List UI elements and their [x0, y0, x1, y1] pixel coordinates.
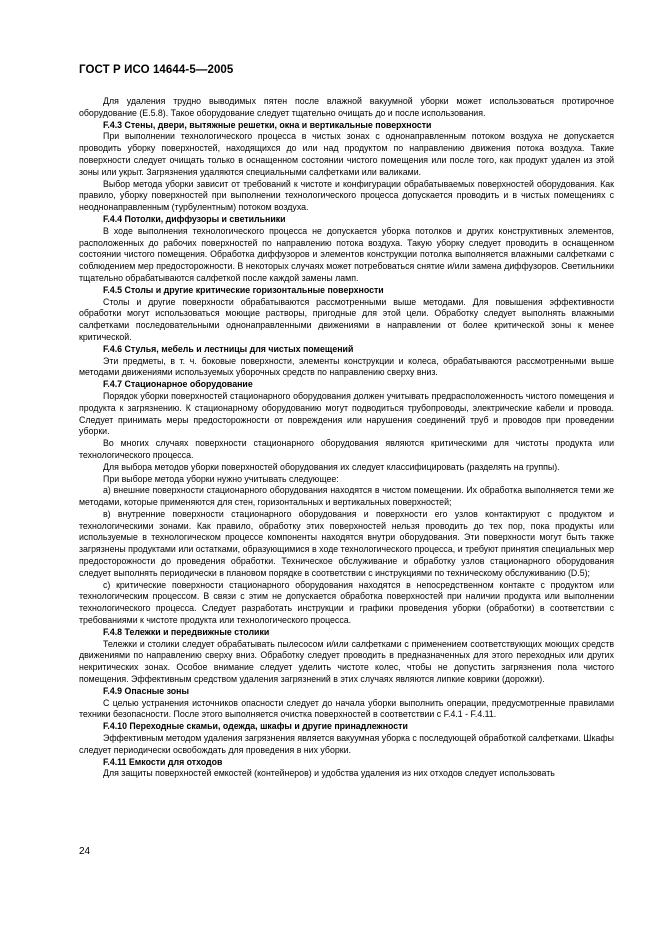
section-heading-f47: F.4.7 Стационарное оборудование — [103, 379, 253, 390]
paragraph: С целью устранения источников опасности следует до начала уборки выполнить операции, предусмотренные правилами техники безопасности. После этого выполняется очистка поверхностей в соответствии с F.4.1 - F.4.11. — [79, 697, 614, 720]
paragraph: Во многих случаях поверхности стационарного оборудования являются критическими для чистоты продукта или технологического процесса. — [79, 438, 614, 460]
section-heading-f43: F.4.3 Стены, двери, вытяжные решетки, окна и вертикальные поверхности — [103, 119, 432, 130]
section-heading-f46: F.4.6 Стулья, мебель и лестницы для чистых помещений — [103, 343, 354, 354]
paragraph: Для удаления трудно выводимых пятен после влажной вакуумной уборки может использоваться протирочное оборудование (Е.5.8). Такое оборудование следует тщательно очищать до и после использования. — [79, 96, 614, 118]
list-item-a: а) внешние поверхности стационарного оборудования находятся в чистом помещении. Их обработка выполняется теми же методами, которые применяются для стен, горизонтальных и вертикальных поверхностей; — [79, 485, 614, 508]
paragraph: Выбор метода уборки зависит от требований к чистоте и конфигурации обрабатываемых поверхностей оборудования. Как правило, уборку поверхностей при выполнении технологического процесса допускается проводить и в чистых помещениях с неоднонаправленным (турбулентным) потоком воздуха. — [79, 178, 614, 213]
paragraph: При выборе метода уборки нужно учитывать следующее: — [103, 473, 339, 484]
section-heading-f45: F.4.5 Столы и другие критические горизонтальные поверхности — [103, 284, 384, 295]
paragraph: Для выбора методов уборки поверхностей оборудования их следует классифицировать (разделять на группы). — [103, 461, 560, 472]
section-heading-f48: F.4.8 Тележки и передвижные столики — [103, 626, 270, 637]
paragraph: При выполнении технологического процесса в чистых зонах с однонаправленным потоком воздуха не допускается проводить уборку поверхностей, находящихся до или над продуктом по направлению движения потока воздуха. Такие поверхности следует очищать только в оснащенном состоянии чистого помещения или после того, как продукт удален из этой зоны или укрыт. Загрязнения удаляются специальными салфетками или валиками. — [79, 131, 614, 177]
paragraph: Для защиты поверхностей емкостей (контейнеров) и удобства удаления из них отходов следует использовать — [103, 768, 555, 779]
section-heading-f44: F.4.4 Потолки, диффузоры и светильники — [103, 213, 286, 224]
list-item-b: в) внутренние поверхности стационарного оборудования и поверхности его узлов контактируют с продуктом и технологическими зонами. Как правило, обработку этих поверхностей нельзя проводить до тех пор, пока продукты или используемые в технологическом процессе компоненты находятся внутри оборудования. Эти поверхности могут быть также загрязнены продуктами или остатками, образующимися в ходе технологического процесса, и требуют принятия специальных мер предосторожности до проведения обработки. Техническое обслуживание и обработку узлов стационарного оборудования следует выполнять периодически в плановом порядке в соответствии с инструкциями по техническому обслуживанию (D.5); — [79, 508, 614, 578]
paragraph: В ходе выполнения технологического процесса не допускается уборка потолков и других конструктивных элементов, расположенных до рабочих поверхностей по направлению потока воздуха. Такую уборку следует проводить в оснащенном состоянии чистого помещения. Обработка диффузоров и элементов конструкции потолка выполняется влажными салфетками с соблюдением мер предосторожности. В некоторых случаях может потребоваться снятие и/или замена диффузоров. Светильники тщательно обрабатываются салфеткой после каждой замены ламп. — [79, 225, 614, 283]
section-heading-f411: F.4.11 Емкости для отходов — [103, 756, 223, 767]
paragraph: Эффективным методом удаления загрязнения является вакуумная уборка с последующей обработкой салфетками. Шкафы следует периодически освобождать для проведения в них уборки. — [79, 733, 614, 755]
paragraph: Эти предметы, в т. ч. боковые поверхности, элементы конструкции и колеса, обрабатываются рассмотренными выше методами движениями используемых уборочных средств по направлению сверху вниз. — [79, 355, 614, 378]
list-item-c: с) критические поверхности стационарного оборудования находятся в непосредственном контакте с продуктом или технологическим процессом. В связи с этим не допускается обработка поверхностей при наличии продукта или выполнении технологического процесса. Следует разработать инструкции и графики проведения уборки (обработки) в соответствии с требованиями к чистоте продукта или технологического процесса. — [79, 579, 614, 626]
section-heading-f410: F.4.10 Переходные скамьи, одежда, шкафы и другие принадлежности — [103, 721, 408, 732]
page-number: 24 — [79, 846, 91, 857]
document-body — [79, 96, 614, 780]
paragraph: Столы и другие поверхности обрабатываются рассмотренными выше методами. Для повышения эффективности обработки могут использоваться моющие растворы, пригодные для этой цели. Обработку следует выполнять влажными салфетками последовательными однонаправленными движениями в направлении от более критической зоны к менее критической. — [79, 296, 614, 342]
paragraph: Тележки и столики следует обрабатывать пылесосом и/или салфетками с применением соответствующих моющих средств движениями по направлению сверху вниз. Обработку следует проводить в предназначенных для этого переходных или других некритических зонах. Особое внимание следует уделить чистоте колес, чтобы не допустить загрязнения пола чистого помещения. Эффективным средством удаления загрязнений в этих случаях являются липкие коврики (дорожки). — [79, 638, 614, 685]
paragraph: Порядок уборки поверхностей стационарного оборудования должен учитывать предрасположенность чистого помещения и продукта к загрязнению. К стационарному оборудованию могут подводиться трубопроводы, электрические кабели и провода. Следует принимать меры предосторожности от повреждения или нарушения соединений труб и проводов при проведении уборки. — [79, 390, 614, 437]
section-heading-f49: F.4.9 Опасные зоны — [103, 685, 189, 696]
document-header: ГОСТ Р ИСО 14644-5—2005 — [79, 64, 234, 76]
